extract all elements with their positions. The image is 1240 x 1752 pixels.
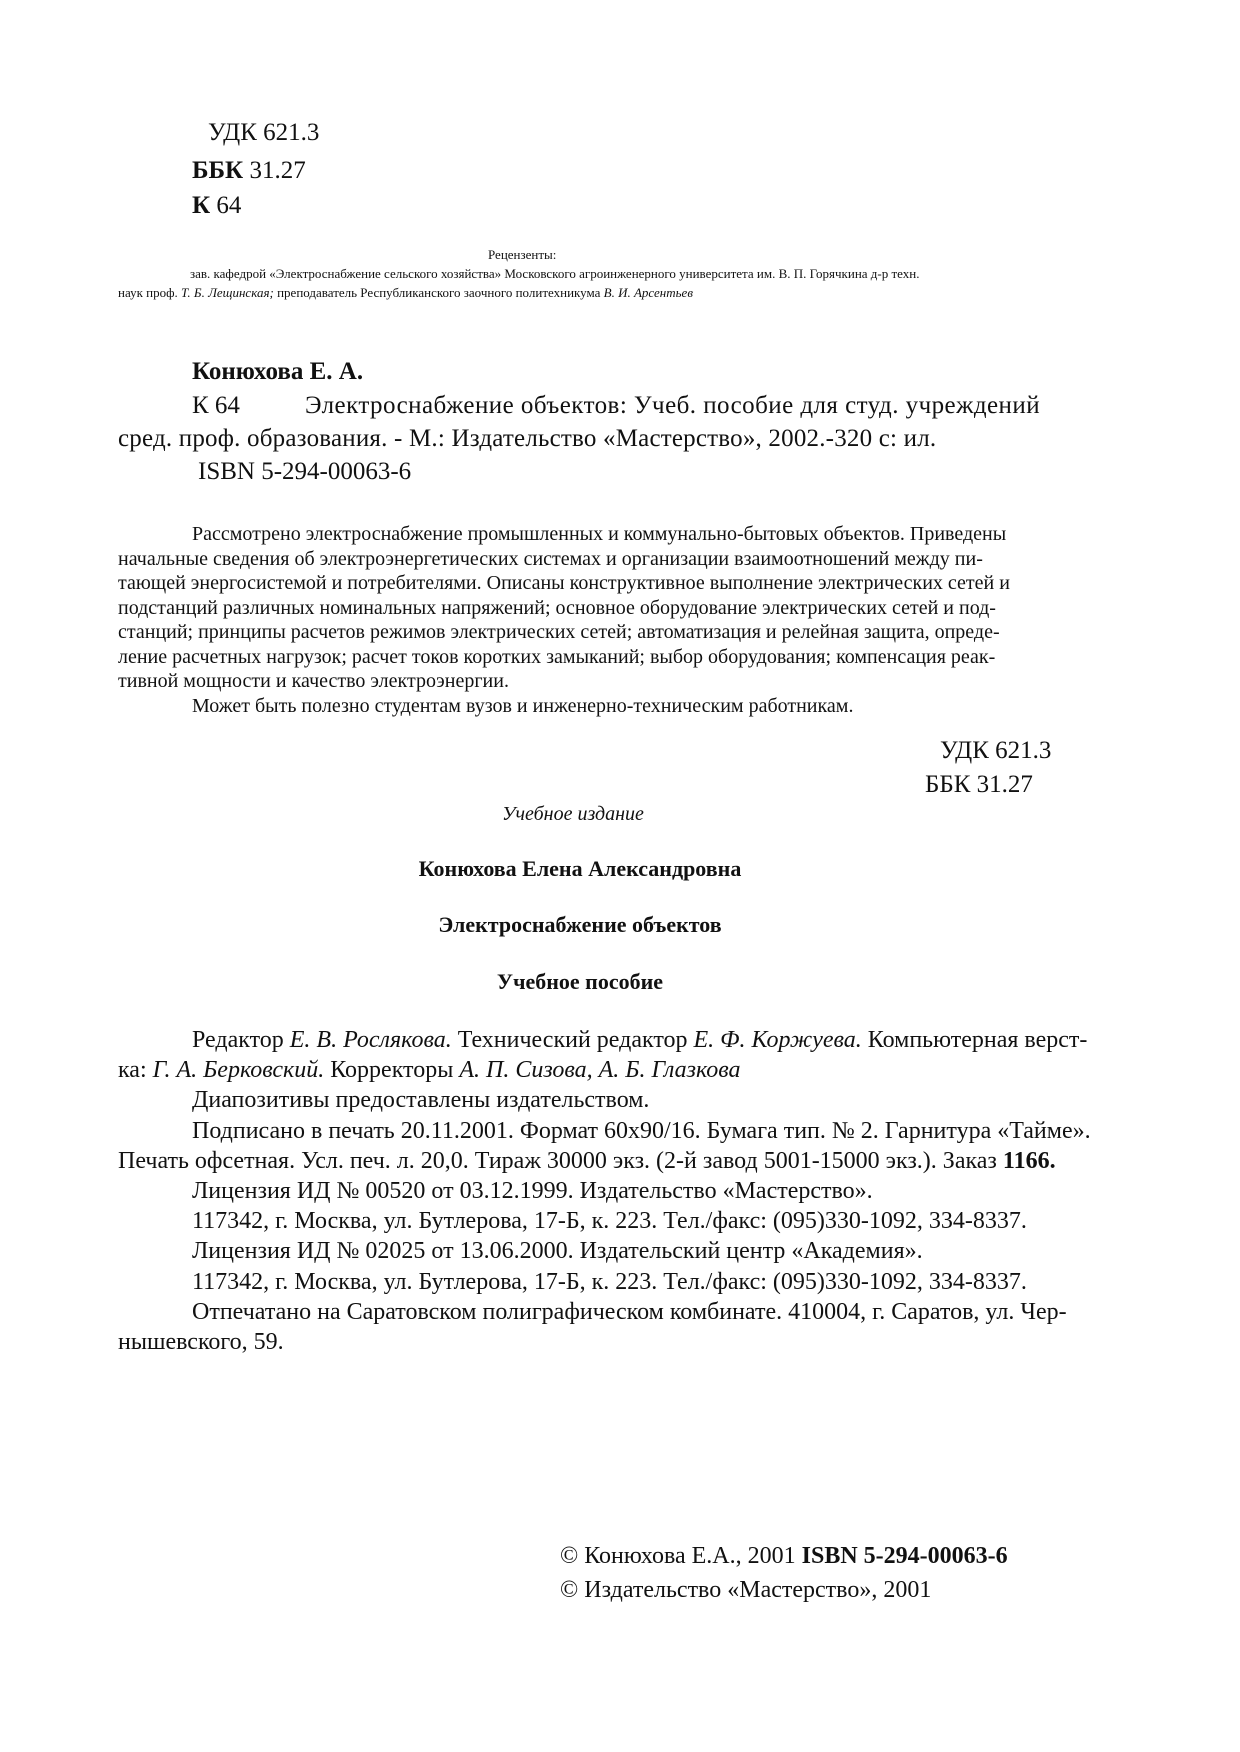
annotation-bbk: ББК 31.27 <box>925 771 1033 798</box>
annotation-line: тивной мощности и качество электроэнергии. <box>118 670 509 692</box>
proofreaders-label: Корректоры <box>330 1057 454 1084</box>
reviewers-middle: преподаватель Республиканского заочного политехникума <box>277 285 601 300</box>
annotation-line: тающей энергосистемой и потребителями. Описаны конструктивное выполнение электрических сетей и <box>118 572 1010 594</box>
copyright-isbn: ISBN 5-294-00063-6 <box>801 1543 1008 1569</box>
print-details: Печать офсетная. Усл. печ. л. 20,0. Тираж 30000 экз. (2-й завод 5001-15000 экз.). Заказ <box>118 1147 997 1174</box>
tech-editor-label: Технический редактор <box>457 1027 688 1053</box>
annotation-line: Рассмотрено электроснабжение промышленных и коммунально-бытовых объектов. Приведены <box>192 523 1007 545</box>
bbk-code <box>192 155 306 187</box>
order-number: 1166. <box>1002 1147 1056 1174</box>
bbk-value: 31.27 <box>249 157 306 184</box>
editor-name: Е. В. Рослякова. <box>289 1027 452 1053</box>
imprint-print-line1: Подписано в печать 20.11.2001. Формат 60x90/16. Бумага тип. № 2. Гарнитура «Тайме». <box>192 1117 1091 1144</box>
copyright-publisher: © Издательство «Мастерство», 2001 <box>560 1577 932 1603</box>
annotation-line: станций; принципы расчетов режимов электрических сетей; автоматизация и релейная защита, опреде- <box>118 621 1000 643</box>
reviewers-prefix: наук проф. <box>118 285 178 300</box>
k-value: 64 <box>216 192 242 219</box>
annotation-udk: УДК 621.3 <box>940 737 1052 764</box>
copyright-author <box>560 1541 1008 1572</box>
layout-label-cont: ка: <box>118 1057 147 1084</box>
annotation-line: начальные сведения об электроэнергетических системах и организации взаимоотношений между пи- <box>118 547 983 570</box>
biblio-title-line2: сред. проф. образования. - М.: Издательство «Мастерство», 2002.-320 с: ил. <box>118 425 937 452</box>
k-label: К <box>192 192 211 219</box>
reviewer-name-2: В. И. Арсентьев <box>603 285 693 300</box>
imprint-address-1: 117342, г. Москва, ул. Бутлерова, 17-Б, к. 223. Тел./факс: (095)330-1092, 334-8337. <box>192 1208 1027 1235</box>
reviewers-line2 <box>118 284 693 301</box>
biblio-author: Конюхова Е. А. <box>192 358 364 385</box>
layout-label: Компьютерная верст- <box>867 1027 1088 1053</box>
imprint-print-line2 <box>118 1146 1130 1176</box>
imprint-license-2: Лицензия ИД № 02025 от 13.06.2000. Издательский центр «Академия». <box>192 1238 923 1265</box>
annotation <box>118 522 1130 718</box>
edition-title: Электроснабжение объектов <box>438 912 722 937</box>
edition-subtitle: Учебное пособие <box>496 969 664 994</box>
imprint-printed-line2: нышевского, 59. <box>118 1329 284 1356</box>
biblio-title-line1: Электроснабжение объектов: Учеб. пособие для студ. учреждений <box>305 392 1041 419</box>
imprint-address-2: 117342, г. Москва, ул. Бутлерова, 17-Б, к. 223. Тел./факс: (095)330-1092, 334-8337. <box>192 1268 1027 1295</box>
editor-label: Редактор <box>192 1027 284 1053</box>
author-mark <box>192 190 241 222</box>
layout-name: Г. А. Берковский. <box>152 1057 325 1084</box>
reviewers-title: Рецензенты: <box>488 247 557 262</box>
imprint-editors-line2 <box>118 1055 1130 1085</box>
udk-code: УДК 621.3 <box>208 119 320 146</box>
imprint <box>118 1025 1130 1357</box>
annotation-line: ление расчетных нагрузок; расчет токов коротких замыканий; выбор оборудования; компенсация реак- <box>118 645 996 668</box>
edition-type: Учебное издание <box>502 803 644 825</box>
imprint-printed-line1: Отпечатано на Саратовском полиграфическом комбинате. 410004, г. Саратов, ул. Чер- <box>192 1298 1067 1325</box>
bbk-label: ББК <box>192 157 244 184</box>
reviewers-line1: зав. кафедрой «Электроснабжение сельского хозяйства» Московского агроинженерного университета им. В. П. Горячкина д-р техн. <box>190 266 920 281</box>
biblio-isbn: ISBN 5-294-00063-6 <box>198 458 412 485</box>
annotation-line: подстанций различных номинальных напряжений; основное оборудование электрических сетей и под- <box>118 596 996 619</box>
copyright-author-text: © Конюхова Е.А., 2001 <box>560 1543 796 1569</box>
biblio-code: К 64 <box>192 392 240 419</box>
edition-author: Конюхова Елена Александровна <box>418 856 742 881</box>
imprint-slides: Диапозитивы предоставлены издательством. <box>192 1087 650 1114</box>
annotation-note: Может быть полезно студентам вузов и инженерно-техническим работникам. <box>192 694 854 717</box>
tech-editor-name: Е. Ф. Коржуева. <box>693 1027 862 1053</box>
imprint-editors-line1 <box>118 1025 1130 1055</box>
imprint-license-1: Лицензия ИД № 00520 от 03.12.1999. Издательство «Мастерство». <box>192 1178 873 1205</box>
reviewer-name-1: Т. Б. Лещинская; <box>181 285 274 300</box>
proofreaders-names: А. П. Сизова, А. Б. Глазкова <box>459 1057 741 1084</box>
